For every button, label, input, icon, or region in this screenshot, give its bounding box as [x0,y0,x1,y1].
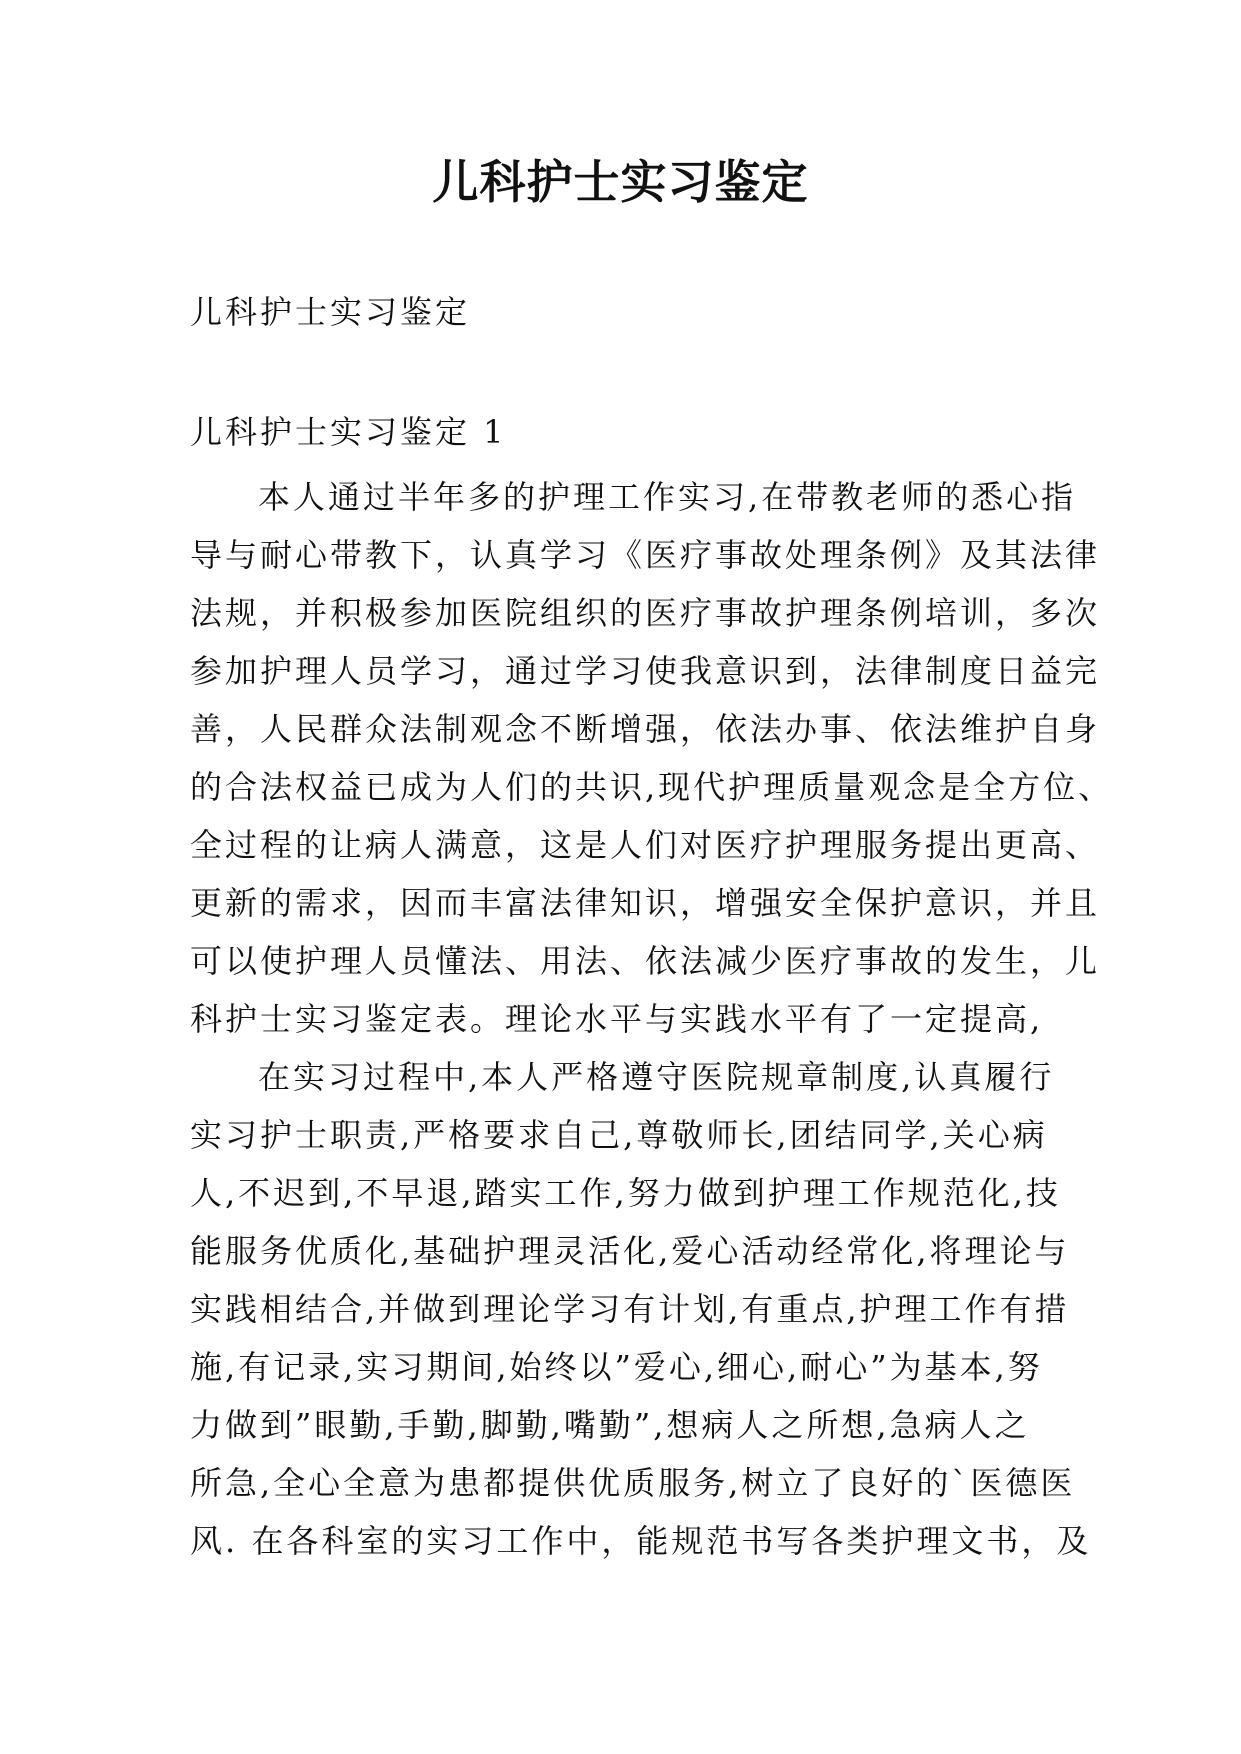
text-line: 风. 在各科室的实习工作中，能规范书写各类护理文书，及 [190,1522,1092,1560]
text-line: 科护士实习鉴定表。理论水平与实践水平有了一定提高, [190,1000,1044,1038]
text-line: 全过程的让病人满意，这是人们对医疗护理服务提出更高、 [190,826,1101,864]
text-line: 参加护理人员学习，通过学习使我意识到，法律制度日益完 [190,652,1101,690]
text-line: 更新的需求，因而丰富法律知识，增强安全保护意识，并且 [190,884,1101,922]
text-line: 能服务优质化,基础护理灵活化,爱心活动经常化,将理论与 [190,1232,1070,1270]
text-line: 力做到”眼勤,手勤,脚勤,嘴勤”,想病人之所想,急病人之 [190,1406,1030,1444]
document-title: 儿科护士实习鉴定 [432,155,809,209]
text-line: 施,有记录,实习期间,始终以”爱心,细心,耐心”为基本,努 [190,1348,1043,1386]
text-line: 善，人民群众法制观念不断增强，依法办事、依法维护自身 [190,710,1101,748]
text-line: 法规，并积极参加医院组织的医疗事故护理条例培训，多次 [190,594,1101,632]
paragraph-first-line: 本人通过半年多的护理工作实习,在带教老师的悉心指 [258,478,1077,516]
text-line: 导与耐心带教下，认真学习《医疗事故处理条例》及其法律 [190,536,1101,574]
text-line: 可以使护理人员懂法、用法、依法减少医疗事故的发生，儿 [190,942,1101,980]
body-text [190,468,1114,1570]
text-line: 人,不迟到,不早退,踏实工作,努力做到护理工作规范化,技 [190,1174,1061,1212]
text-line: 所急,全心全意为患都提供优质服务,树立了良好的`医德医 [190,1464,1076,1502]
text-line: 的合法权益已成为人们的共识,现代护理质量观念是全方位、 [190,768,1114,806]
paragraph-first-line: 在实习过程中,本人严格遵守医院规章制度,认真履行 [258,1058,1055,1096]
text-line: 实习护士职责,严格要求自己,尊敬师长,团结同学,关心病 [190,1116,1048,1154]
text-line: 实践相结合,并做到理论学习有计划,有重点,护理工作有措 [190,1290,1070,1328]
document-subtitle: 儿科护士实习鉴定 [190,293,471,331]
section-heading: 儿科护士实习鉴定 1 [190,413,507,451]
